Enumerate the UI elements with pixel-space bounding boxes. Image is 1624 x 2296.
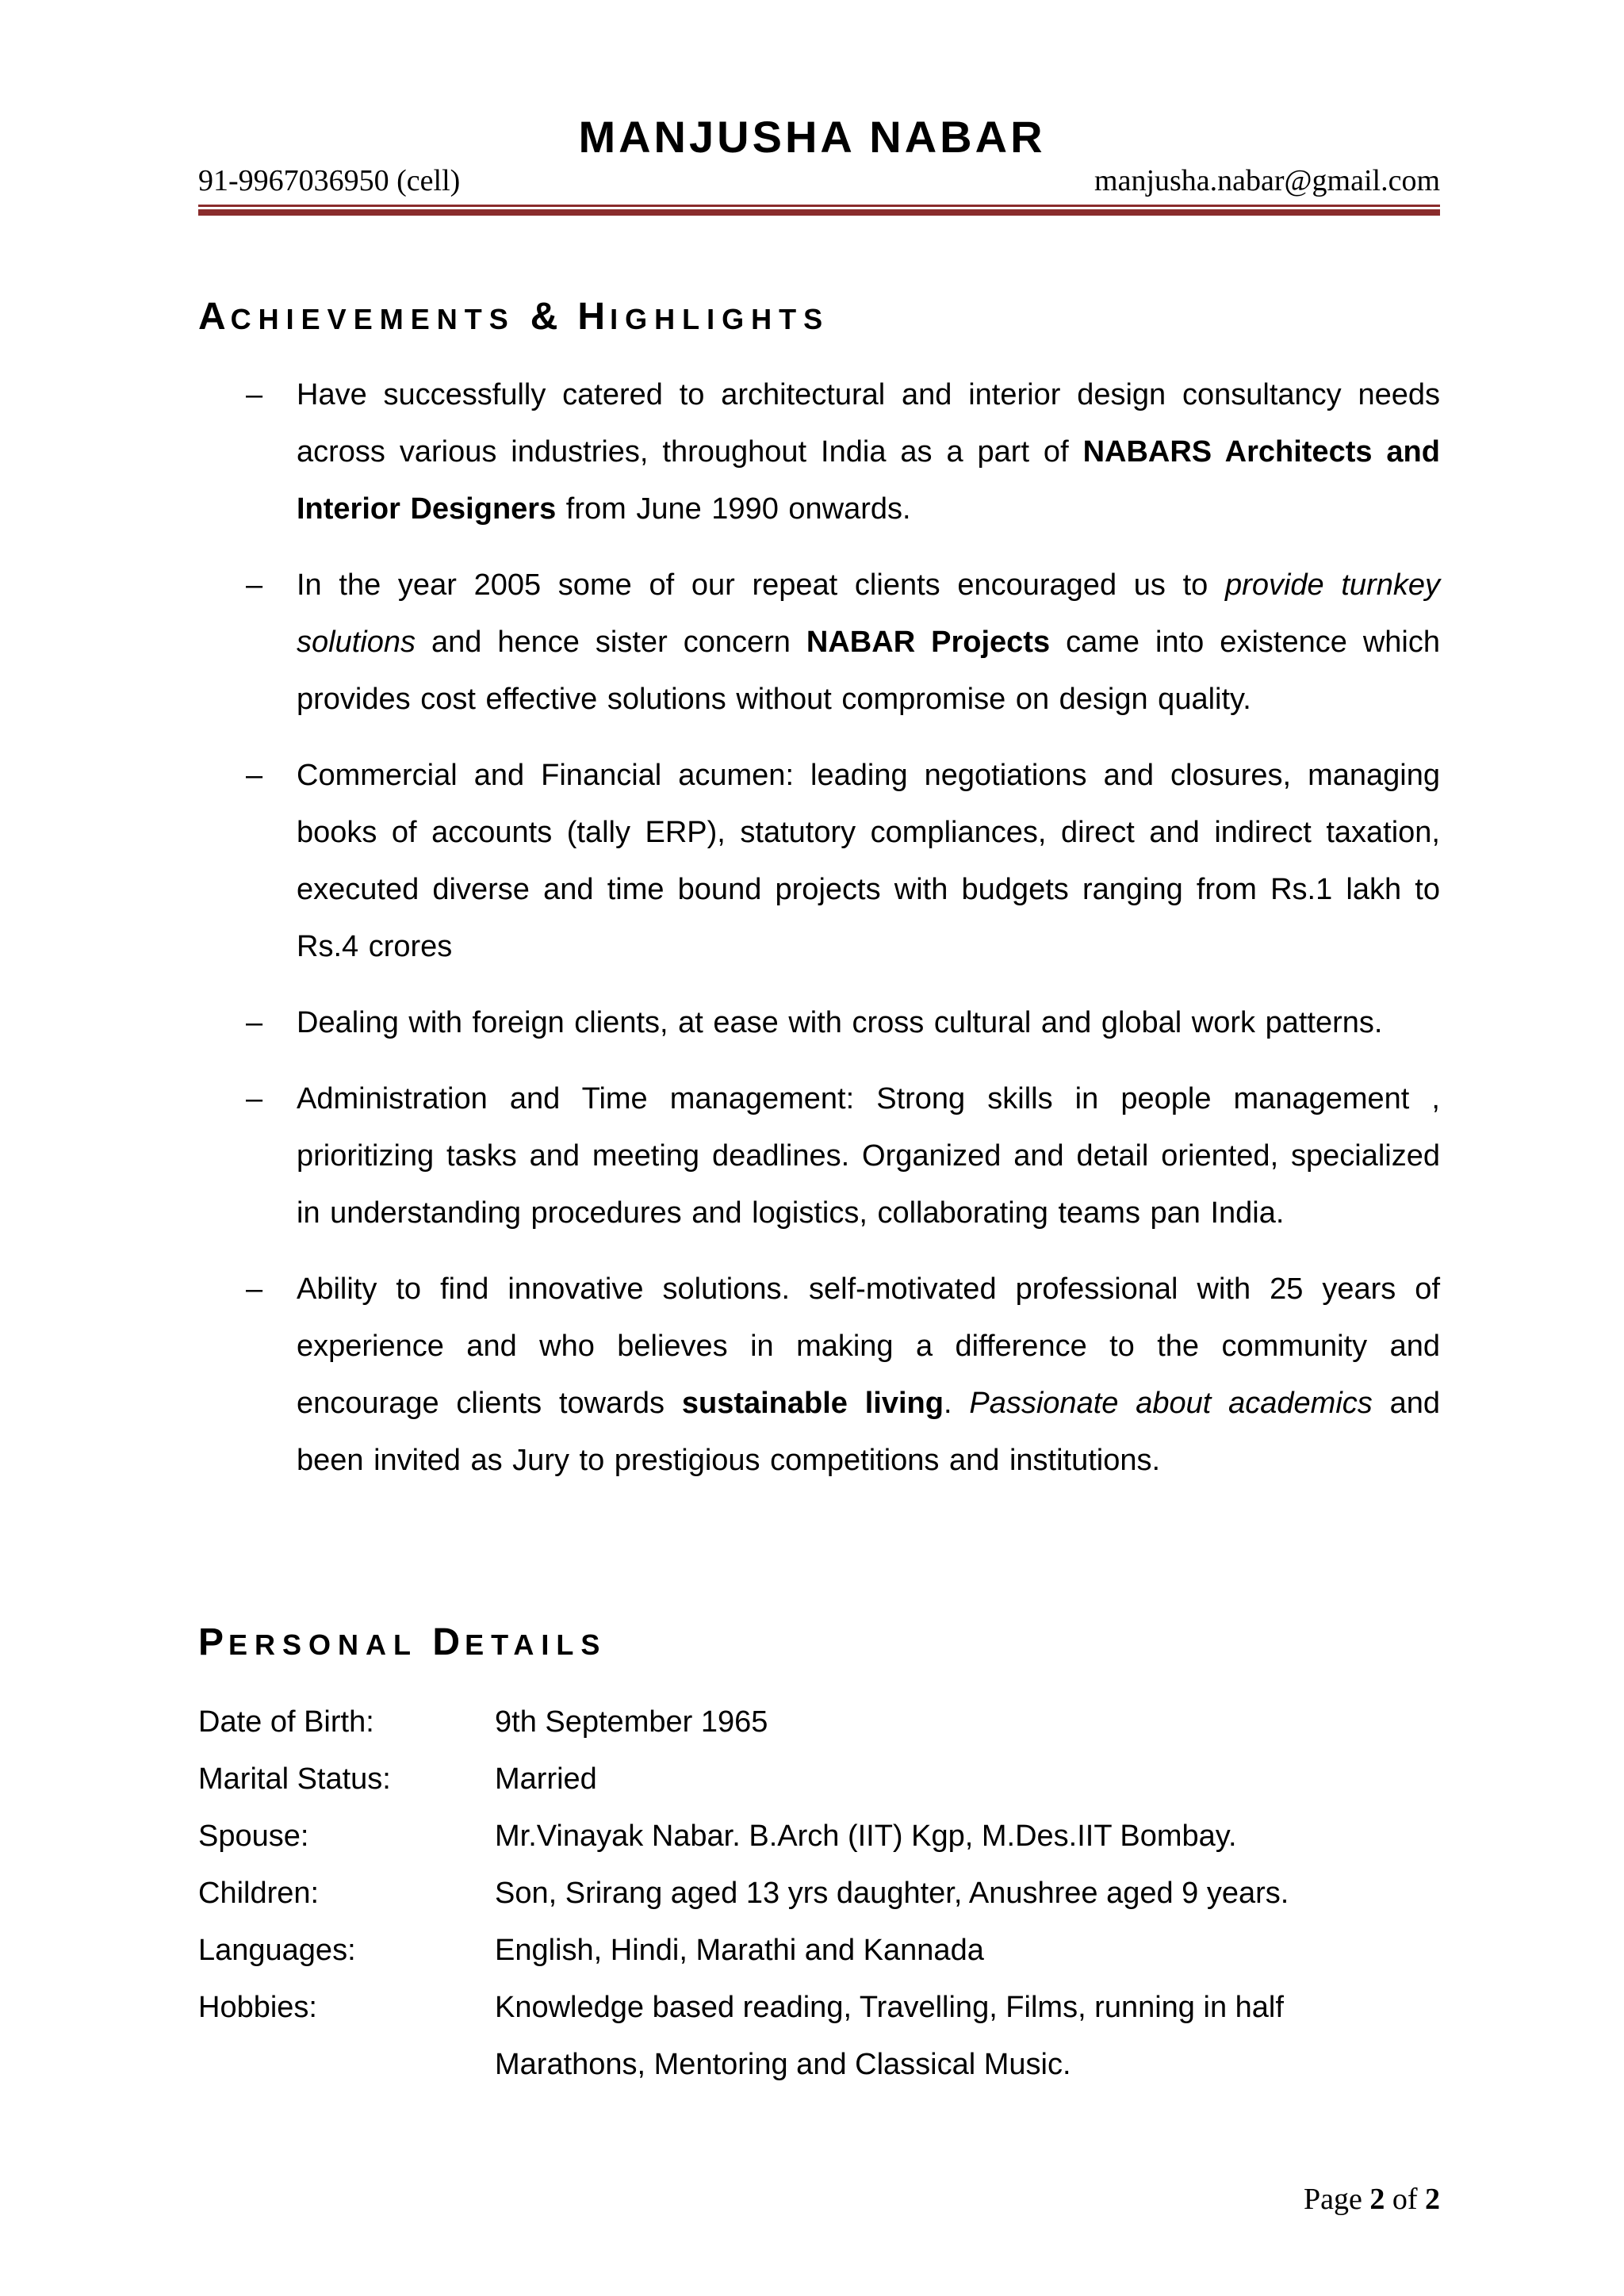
dash-bullet: –: [246, 1272, 263, 1306]
detail-row-dob: [198, 1693, 1440, 1751]
detail-value: Married: [495, 1762, 597, 1796]
achievements-list: [198, 366, 1440, 1508]
detail-value: English, Hindi, Marathi and Kannada: [495, 1934, 984, 1967]
detail-label: Languages:: [198, 1934, 356, 1967]
detail-row-marital-status: [198, 1751, 1440, 1808]
personal-details-table: [198, 1693, 1440, 2093]
contact-row: [198, 163, 1440, 198]
list-item: – Ability to find innovative solutions. self-motivated professional with 25 years of experience and who believes in making a difference to the community and encourage clients towards sustainable living. Passionate about academics and been invited as Jury to prestigious competitions and institutions.: [198, 1261, 1440, 1489]
list-item: – Have successfully catered to architectural and interior design consultancy needs across various industries, throughout India as a part of NABARS Architects and Interior Designers from June 1990 onwards.: [198, 366, 1440, 538]
list-item: – Administration and Time management: Strong skills in people management , prioritizing tasks and meeting deadlines. Organized and detail oriented, specialized in understanding procedures and logistics, collaborating teams pan India.: [198, 1070, 1440, 1242]
dash-bullet: –: [246, 1006, 263, 1039]
dash-bullet: –: [246, 378, 263, 411]
list-item: – Dealing with foreign clients, at ease with cross cultural and global work patterns.: [198, 994, 1440, 1051]
candidate-name: MANJUSHA NABAR: [578, 112, 1046, 162]
page-number: Page 2 of 2: [1303, 2183, 1440, 2216]
detail-label: Marital Status:: [198, 1762, 391, 1796]
header-rule-thin: [198, 205, 1440, 207]
personal-details-heading: PERSONAL DETAILS: [198, 1621, 607, 1663]
list-item: – In the year 2005 some of our repeat clients encouraged us to provide turnkey solutions and hence sister concern NABAR Projects came into existence which provides cost effective solutions without compromise on design quality.: [198, 557, 1440, 728]
detail-value: 9th September 1965: [495, 1705, 768, 1739]
detail-value: Son, Srirang aged 13 yrs daughter, Anushree aged 9 years.: [495, 1877, 1289, 1910]
detail-row-spouse: [198, 1808, 1440, 1865]
dash-bullet: –: [246, 568, 263, 602]
email-address[interactable]: manjusha.nabar@gmail.com: [1094, 164, 1440, 197]
detail-label: Date of Birth:: [198, 1705, 374, 1739]
detail-value: Mr.Vinayak Nabar. B.Arch (IIT) Kgp, M.Des.IIT Bombay.: [495, 1820, 1237, 1853]
achievements-heading: ACHIEVEMENTS & HIGHLIGHTS: [198, 296, 830, 338]
dash-bullet: –: [246, 1082, 263, 1115]
detail-label: Hobbies:: [198, 1991, 317, 2024]
detail-value: Knowledge based reading, Travelling, Films, running in half Marathons, Mentoring and Classical Music.: [495, 1991, 1284, 2081]
detail-row-children: [198, 1865, 1440, 1922]
detail-row-languages: [198, 1922, 1440, 1979]
detail-label: Spouse:: [198, 1820, 309, 1853]
detail-row-hobbies: [198, 1979, 1440, 2093]
list-item: – Commercial and Financial acumen: leading negotiations and closures, managing books of accounts (tally ERP), statutory compliances, direct and indirect taxation, executed diverse and time bound projects with budgets ranging from Rs.1 lakh to Rs.4 crores: [198, 747, 1440, 975]
phone-number: 91-9967036950 (cell): [198, 164, 461, 197]
detail-label: Children:: [198, 1877, 320, 1910]
dash-bullet: –: [246, 759, 263, 792]
header-rule-thick: [198, 209, 1440, 216]
